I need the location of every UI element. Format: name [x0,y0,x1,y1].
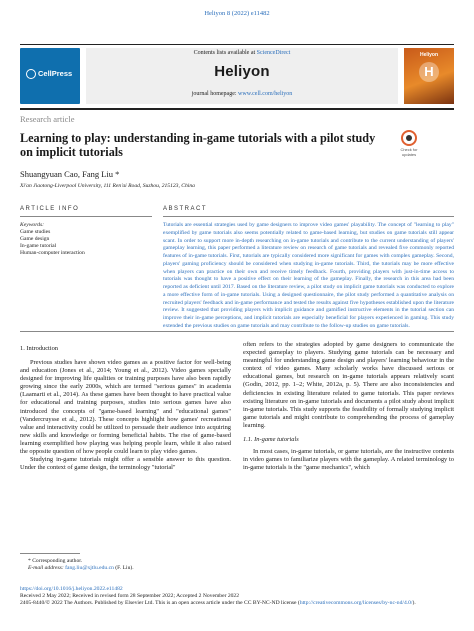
keyword-item: In-game tutorial [20,243,57,249]
abstract-rule [163,216,454,217]
cover-title: Heliyon [419,52,439,58]
contents-availability [86,50,398,56]
license-suffix: ). [412,600,416,607]
journal-cover-image[interactable] [404,48,454,104]
footnotes [20,558,231,572]
article-info-heading: ARTICLE INFO [20,206,80,212]
author-list: Shuangyuan Cao, Fang Liu * [20,169,120,179]
check-updates-icon [401,130,417,146]
body-paragraph: Studying in-game tutorials might offer a sensible answer to this question. Under the context of game design, the terminology "tutorial" [20,456,231,472]
abstract-heading: ABSTRACT [163,206,208,212]
email-link[interactable]: fang.liu@xjtlu.edu.cn [65,565,114,571]
keyword-item: Game studies [20,229,51,235]
homepage-link[interactable]: www.cell.com/heliyon [238,91,293,97]
header-bottom-rule [20,108,454,110]
cellpress-logo-text: CellPress [38,69,73,78]
corresponding-author-note: * Corresponding author. [28,558,83,564]
body-left-column [20,359,231,472]
sciencedirect-link[interactable]: ScienceDirect [256,50,291,56]
subsection-heading: 1.1. In-game tutorials [243,436,299,444]
body-paragraph: Previous studies have shown video games as a positive factor for well-being and education (Jones et al., 2014; Young et al., 2012). Video games specially designed for improving life qualities or training purposes have also been rapidly growing since the early 2000s, which are termed "serious games" in academia (Laamarti et al., 2014). As these games have been thought to have practical value for educational and training purposes, studies into serious games have also introduced the concepts of "game-based learning" and "educational games" (Vandercruysse et al., 2012). These concepts highlight how games' recreational value and interactivity could be utilized to persuade their audience into acquiring new skills and knowledge or forming beneficial habits. The rise of game-based learning exemplified how playing was helping people learn, while it also raised the opposite question of how people could learn to play video games. [20,359,231,456]
body-right-column [243,341,454,472]
check-for-updates-badge[interactable] [398,130,420,158]
article-title: Learning to play: understanding in-game tutorials with a pilot study on implicit tutorials [20,131,376,159]
cellpress-mark-icon [26,69,36,79]
license-link[interactable]: http://creativecommons.org/licenses/by-nc-nd/4.0/ [299,600,413,607]
abstract-text: Tutorials are essential strategies used by game designers to improve video games' playability. The concept of "learning to play" exemplified by game tutorials also seems potentially related to game-based learning, but studies on game tutorials still appear scant. In order to support more in-depth researching on in-game tutorials and contribute to the current understanding of players' gameplay learning, this paper performed a literature review on research of game tutorials and revealed five commonly reported features of in-game tutorials. First, tutorials are typically considered more significant for games with complex gameplay. Second, players' gaming proficiency should be considered when studying in-game tutorials. Third, the tutorials may be more effective when players can practice on their own and receive timely feedback. Fourth, providing players with just-in-time access to tutorials was thought to have a positive effect on their learning of the gameplay. Finally, the research in this area had been reported as deficient until 2017. Based on the literature review, a pilot study on implicit game tutorials was conducted to explore a more effective form of in-game tutorials. Using a designed questionnaire, the pilot study performed a quantitative analysis on recruited players' feedback and in-game performance and tested the results against five hypotheses established upon the literature review. It suggested that providing players with implicit guidance and gamified instructive elements in the tutorial section can improve their in-game perceptions, and implicit tutorials are especially beneficial for players experienced in gaming. This study extended the previous studies on game tutorials and may contribute to the follow-up studies on game tutorials. [163,222,454,329]
journal-citation[interactable]: Heliyon 8 (2022) e11482 [204,10,270,17]
email-note [28,565,231,572]
check-updates-label: Check for updates [400,147,418,157]
author-affiliation: Xi'an Jiaotong-Liverpool University, 111 Ren'ai Road, Suzhou, 215123, China [20,183,195,189]
cover-h-icon: H [419,62,439,82]
section-introduction-heading: 1. Introduction [20,345,58,352]
article-metadata-footer [20,586,454,608]
footnote-rule [20,553,80,554]
keywords-list [20,229,85,257]
journal-name: Heliyon [214,63,270,80]
doi-link[interactable]: https://doi.org/10.1016/j.heliyon.2022.e11482 [20,586,123,592]
license-statement [20,600,454,607]
body-paragraph: often refers to the strategies adopted by game designers to communicate the expected gameplay to players. Studying game tutorials can be necessary and meaningful for understanding game design and players' learning behaviour in the context of video games. Many scholarly works have discussed serious or educational games, but research on in-game tutorials appears relatively scant (Godin, 2012, pp. 1–2; White, 2012a, p. 5). There are also inconsistencies and deficiencies in existing literature related to game tutorials. This paper reviews existing literature on in-game tutorials and documents a pilot study about implicit in-game tutorials. This study supports the feasibility of formally studying implicit game tutorials and might contribute to comprehending the process of gameplay learning. [243,341,454,429]
homepage-prefix: journal homepage: [191,91,239,97]
keywords-label: Keywords: [20,222,45,228]
email-suffix: (F. Liu). [113,565,134,571]
keyword-item: Game design [20,236,50,242]
contents-prefix: Contents lists available at [193,50,257,56]
body-paragraph: In most cases, in-game tutorials, or game tutorials, are the instructive contents in video games to familiarize players with the gameplay. A related terminology to in-game tutorials is the "game mechanics", which [243,448,454,472]
abstract-bottom-rule [20,331,454,332]
article-type: Research article [20,114,75,124]
article-dates: Received 2 May 2022; Received in revised form 28 September 2022; Accepted 2 November 2022 [20,593,240,600]
journal-homepage [86,91,398,97]
header-top-rule [20,44,454,45]
keyword-item: Human-computer interaction [20,250,85,256]
article-info-rule [20,216,152,217]
cellpress-logo[interactable] [20,48,80,104]
email-label: E-mail address: [28,565,66,571]
license-prefix: 2405-8440/© 2022 The Authors. Published by Elsevier Ltd. This is an open access article under the CC BY-NC-ND license ( [20,600,300,607]
